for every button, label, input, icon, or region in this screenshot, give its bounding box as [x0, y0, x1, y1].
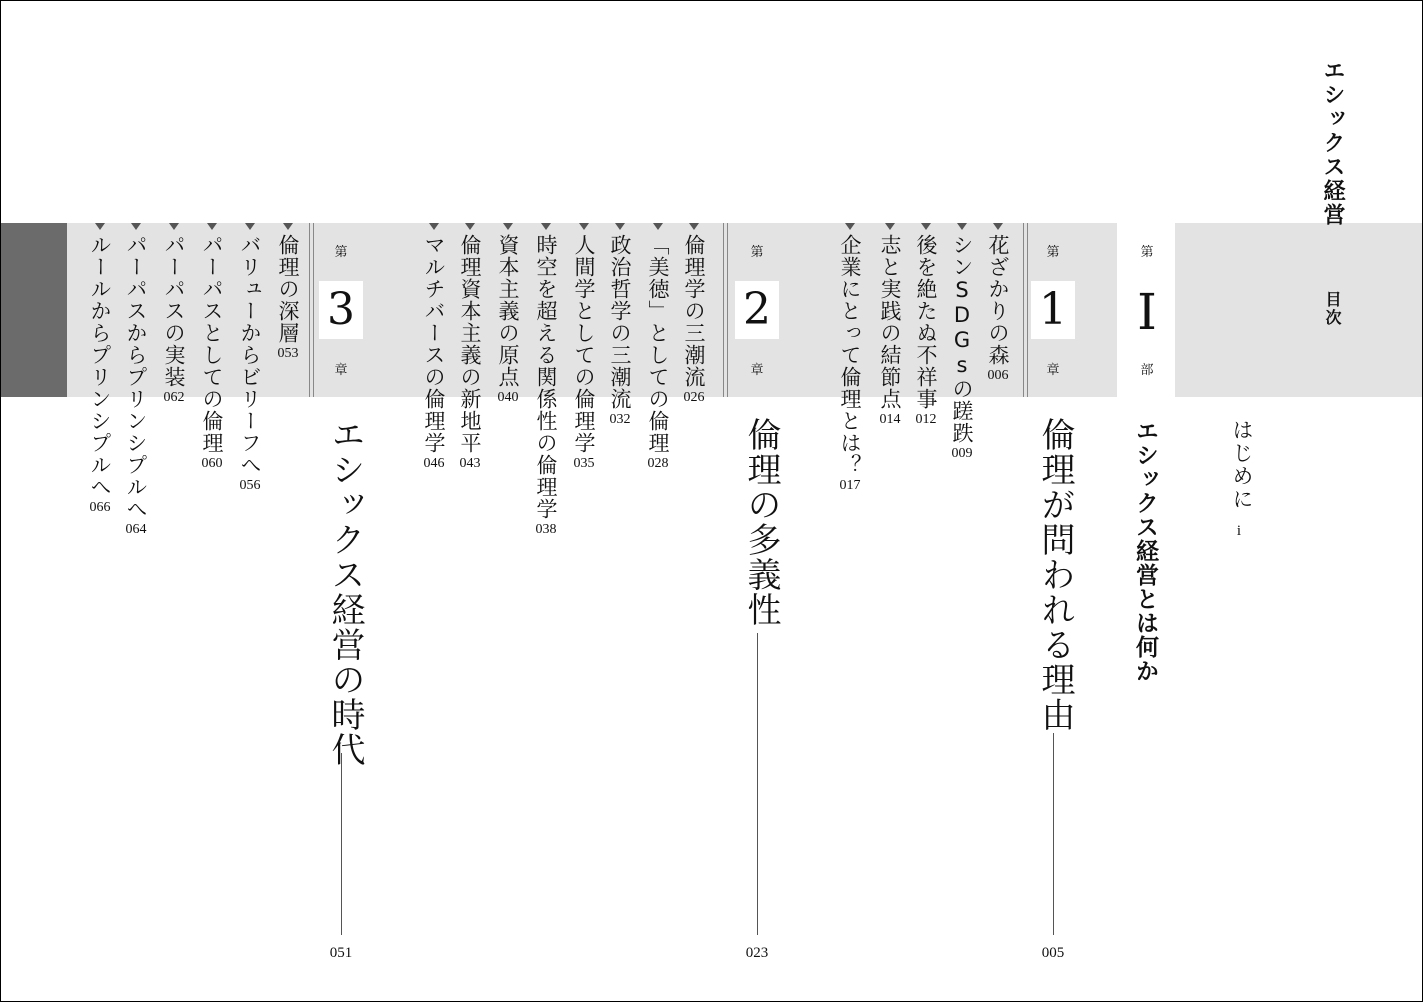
triangle-bullet-icon [131, 223, 141, 230]
chapter3-leader-line [341, 753, 342, 935]
triangle-bullet-icon [207, 223, 217, 230]
chapter3-section-item[interactable] [273, 223, 303, 362]
part-bu-label: 部 [1140, 363, 1154, 378]
book-title: エシックス経営 [1320, 59, 1345, 227]
section-title: 倫理学の三潮流 [682, 234, 706, 388]
chapter2-section-item[interactable] [643, 223, 673, 472]
chapter3-section-item[interactable] [85, 223, 115, 516]
section-title: 後を絶たぬ不祥事 [914, 234, 938, 410]
section-page: 035 [573, 456, 595, 471]
section-page: 038 [535, 522, 557, 537]
triangle-bullet-icon [579, 223, 589, 230]
triangle-bullet-icon [689, 223, 699, 230]
triangle-bullet-icon [465, 223, 475, 230]
section-page: 006 [987, 368, 1009, 383]
chapter2-section-item[interactable] [605, 223, 635, 428]
chapter2-number: 2 [735, 281, 779, 339]
chapter1-number: 1 [1031, 281, 1075, 339]
triangle-bullet-icon [541, 223, 551, 230]
chapter1-title: 倫理が問われる理由 [1035, 417, 1075, 732]
section-page: 012 [915, 412, 937, 427]
section-title: 時空を超える関係性の倫理学 [534, 234, 558, 520]
chapter3-section-item[interactable] [197, 223, 227, 472]
section-page: 032 [609, 412, 631, 427]
triangle-bullet-icon [885, 223, 895, 230]
part-dai-label: 第 [1140, 245, 1154, 260]
section-title: 「美徳」としての倫理 [646, 234, 670, 454]
triangle-bullet-icon [429, 223, 439, 230]
band-edge-block [1, 223, 67, 397]
chapter1-leader-line [1053, 733, 1054, 935]
section-title: 人間学としての倫理学 [572, 234, 596, 454]
section-title: ルールからプリンシプルへ [88, 234, 112, 498]
section-page: 053 [277, 346, 299, 361]
chapter1-section-item[interactable] [835, 223, 865, 494]
chapter3-page: 051 [329, 945, 353, 961]
triangle-bullet-icon [615, 223, 625, 230]
chapter3-section-item[interactable] [159, 223, 189, 406]
section-title: バリューからビリーフへ [238, 234, 262, 476]
section-page: 066 [89, 500, 111, 515]
chapter3-section-item[interactable] [235, 223, 265, 494]
chapter2-section-item[interactable] [493, 223, 523, 406]
chapter1-section-item[interactable] [947, 223, 977, 462]
triangle-bullet-icon [283, 223, 293, 230]
section-title: パーパスとしての倫理 [200, 234, 224, 454]
section-page: 062 [163, 390, 185, 405]
part-numeral: I [1137, 283, 1157, 341]
section-title: 倫理資本主義の新地平 [458, 234, 482, 454]
section-page: 043 [459, 456, 481, 471]
chapter3-dai-label: 第 [334, 245, 348, 260]
section-title: パーパスの実装 [162, 234, 186, 388]
triangle-bullet-icon [957, 223, 967, 230]
section-page: 060 [201, 456, 223, 471]
section-page: 028 [647, 456, 669, 471]
section-page: 017 [839, 478, 861, 493]
chapter2-leader-line [757, 633, 758, 935]
section-title: 政治哲学の三潮流 [608, 234, 632, 410]
section-title: 倫理の深層 [276, 234, 300, 344]
section-title: 花ざかりの森 [986, 234, 1010, 366]
chapter2-dai-label: 第 [750, 245, 764, 260]
section-title: 企業にとって倫理とは？ [838, 234, 862, 476]
section-page: 046 [423, 456, 445, 471]
triangle-bullet-icon [503, 223, 513, 230]
triangle-bullet-icon [993, 223, 1003, 230]
triangle-bullet-icon [245, 223, 255, 230]
section-page: 014 [879, 412, 901, 427]
section-title: マルチバースの倫理学 [422, 234, 446, 454]
section-page: 026 [683, 390, 705, 405]
triangle-bullet-icon [921, 223, 931, 230]
intro-title: はじめに [1230, 419, 1254, 511]
chapter2-section-item[interactable] [569, 223, 599, 472]
section-title: シンSDGsの蹉跌 [950, 234, 974, 444]
chapter1-page: 005 [1041, 945, 1065, 961]
chapter3-title: エシックス経営の時代 [325, 417, 365, 767]
chapter1-sho-label: 章 [1046, 363, 1060, 378]
chapter1-section-item[interactable] [983, 223, 1013, 384]
chapter2-section-item[interactable] [419, 223, 449, 472]
chapter3-section-item[interactable] [121, 223, 151, 538]
section-title: 志と実践の結節点 [878, 234, 902, 410]
section-page: 064 [125, 522, 147, 537]
triangle-bullet-icon [653, 223, 663, 230]
chapter2-section-item[interactable] [455, 223, 485, 472]
triangle-bullet-icon [169, 223, 179, 230]
chapter1-section-item[interactable] [911, 223, 941, 428]
chapter2-section-item[interactable] [679, 223, 709, 406]
chapter2-title: 倫理の多義性 [741, 417, 781, 627]
chapter2-page: 023 [745, 945, 769, 961]
section-page: 009 [951, 446, 973, 461]
chapter3-number: 3 [319, 281, 363, 339]
chapter3-sho-label: 章 [334, 363, 348, 378]
chapter1-dai-label: 第 [1046, 245, 1060, 260]
section-title: パーパスからプリンシプルへ [124, 234, 148, 520]
section-page: 040 [497, 390, 519, 405]
intro-page: i [1236, 523, 1242, 539]
triangle-bullet-icon [845, 223, 855, 230]
chapter2-section-item[interactable] [531, 223, 561, 538]
triangle-bullet-icon [95, 223, 105, 230]
part-title: エシックス経営とは何か [1132, 419, 1158, 683]
toc-label: 目次 [1323, 291, 1342, 327]
chapter1-section-item[interactable] [875, 223, 905, 428]
section-page: 056 [239, 478, 261, 493]
section-title: 資本主義の原点 [496, 234, 520, 388]
chapter2-sho-label: 章 [750, 363, 764, 378]
